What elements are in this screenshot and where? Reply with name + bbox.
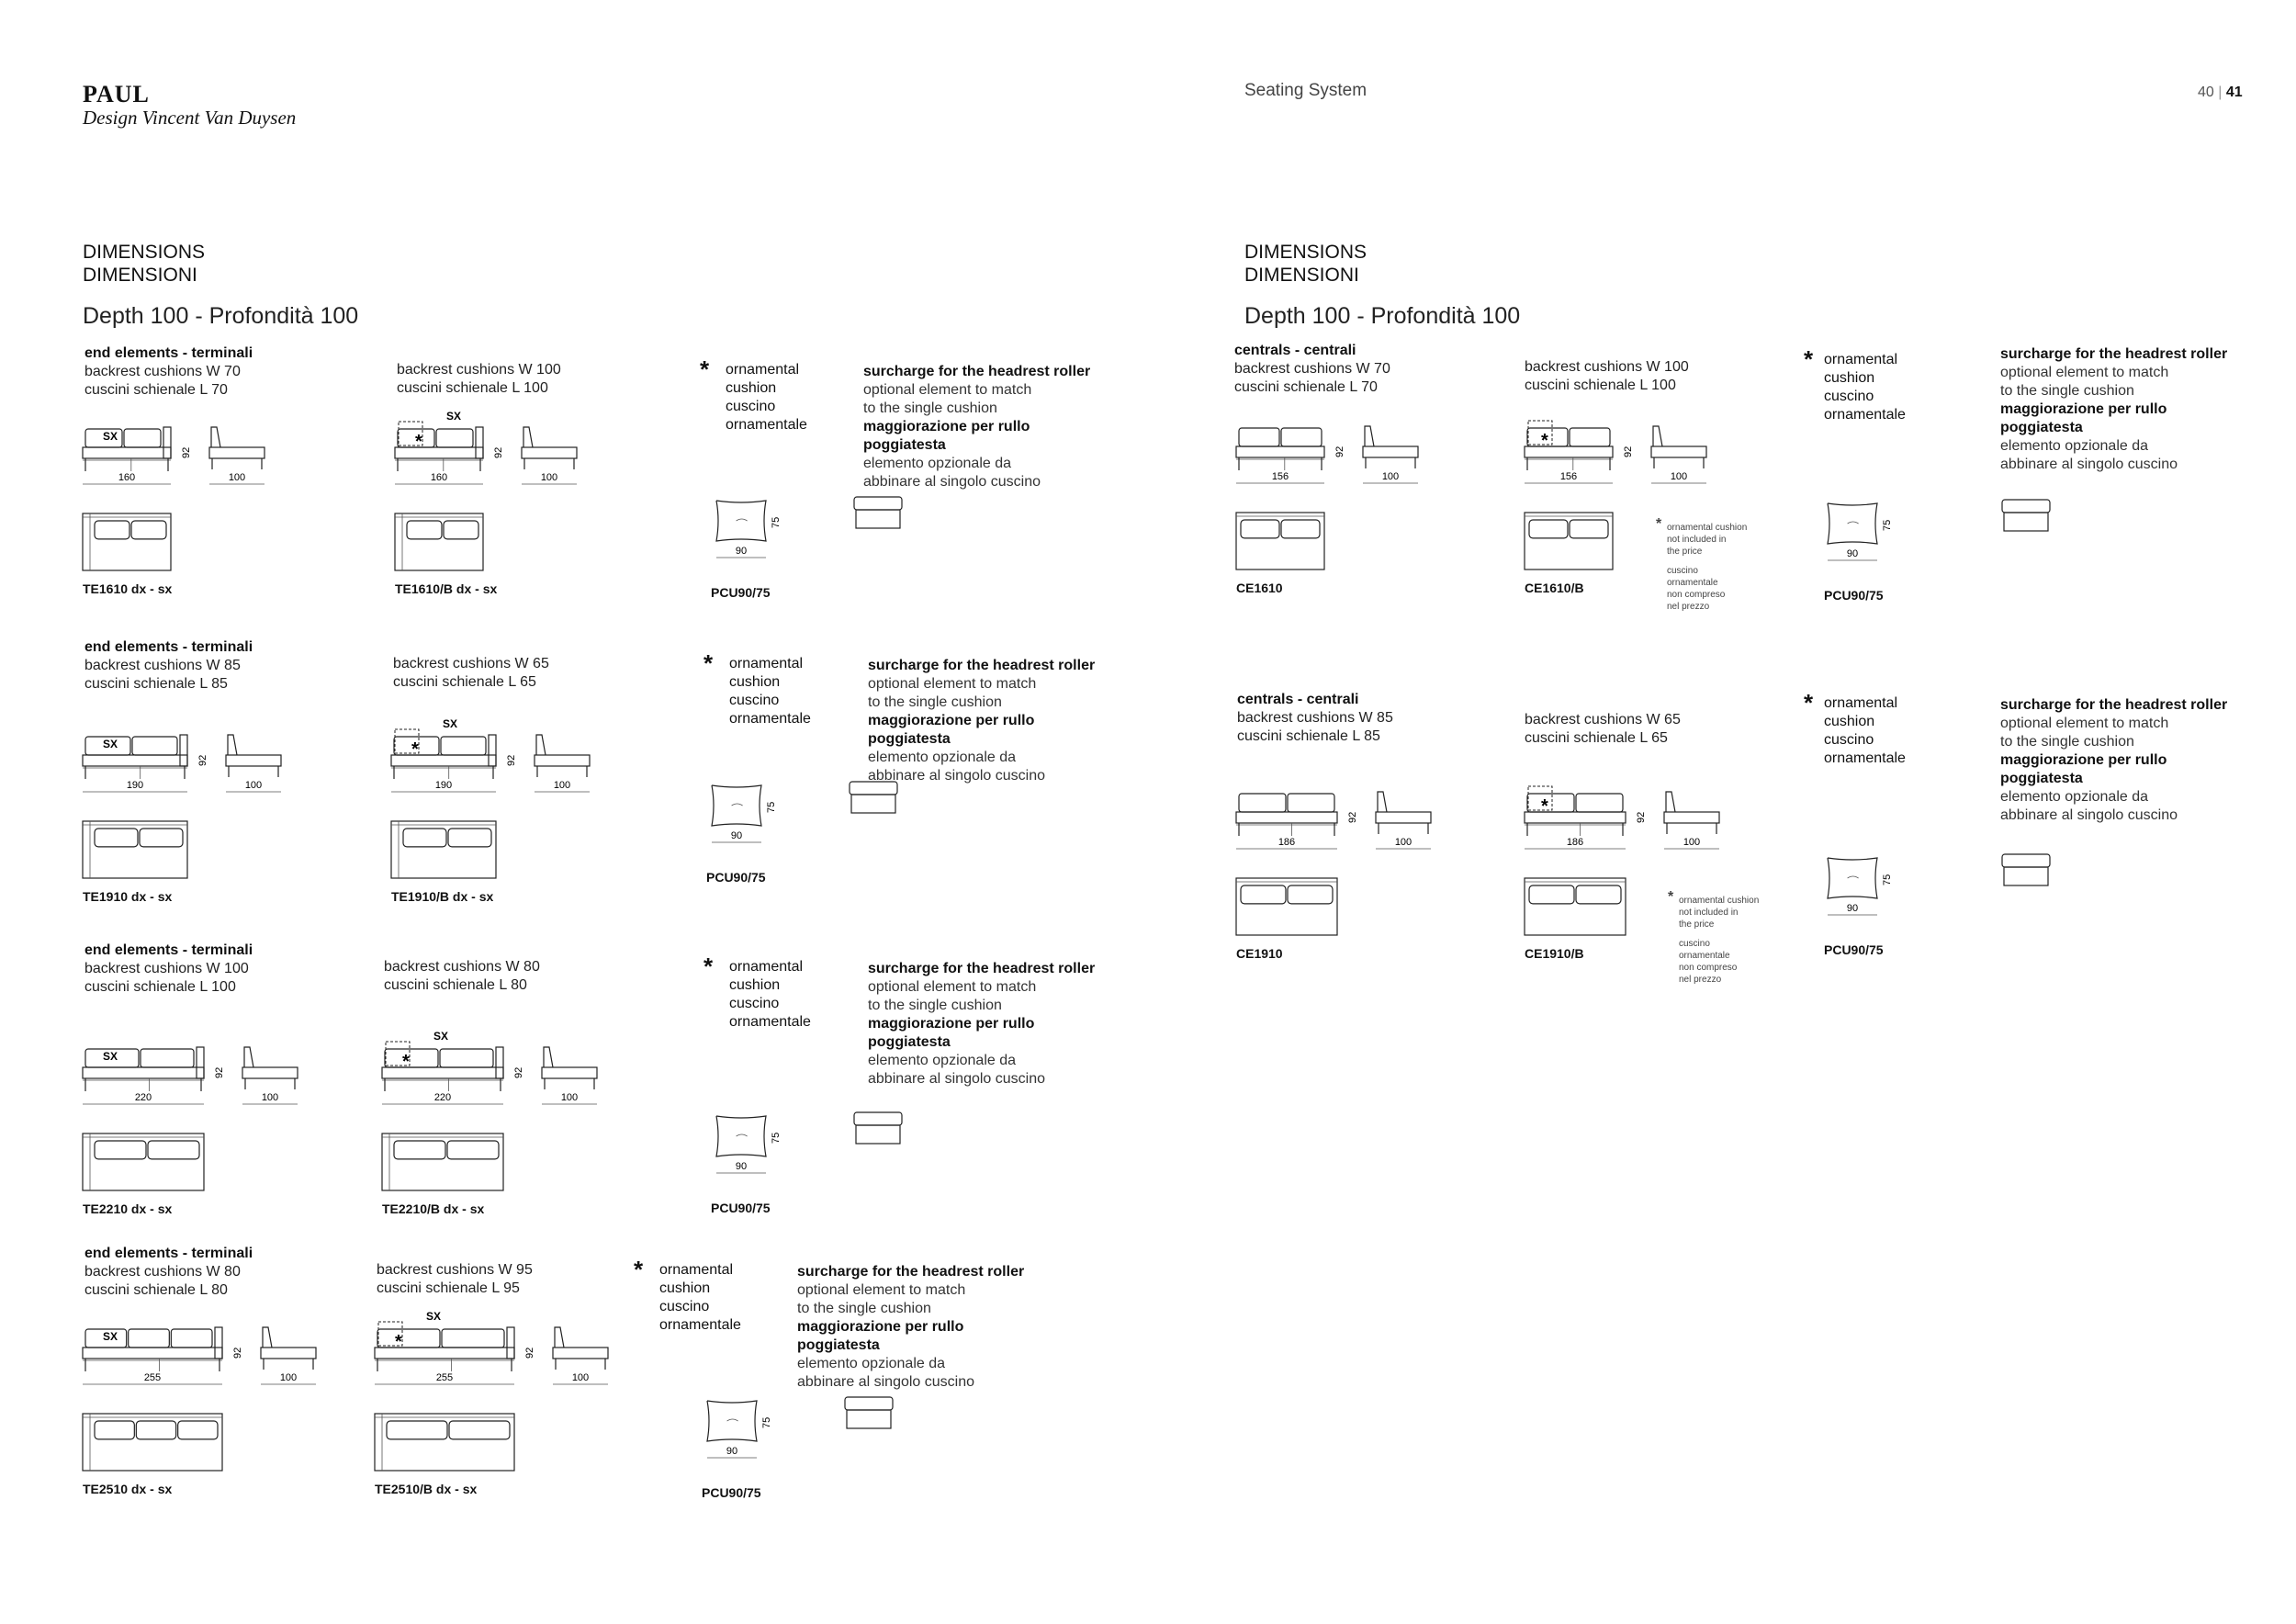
element-type: centrals - centrali xyxy=(1234,343,1356,358)
pillow-height-dimension: 75 xyxy=(771,1132,782,1144)
surcharge-line: optional element to match xyxy=(863,382,1032,398)
surcharge-line: to the single cushion xyxy=(868,694,1002,710)
backrest-it: cuscini schienale L 80 xyxy=(384,977,527,993)
sofa-side-view xyxy=(226,735,281,777)
ornamental-cushion-drawing xyxy=(1828,858,1877,898)
sofa-plan-view xyxy=(83,513,171,570)
pillow-width-dimension: 90 xyxy=(735,1161,748,1172)
model-code: TE2510 dx - sx xyxy=(83,1482,173,1496)
backrest-it: cuscini schienale L 85 xyxy=(1237,728,1380,744)
sofa-plan-view xyxy=(391,821,496,878)
asterisk-icon: * xyxy=(1541,796,1548,817)
height-dimension: 92 xyxy=(1636,811,1647,823)
note-line: not included in xyxy=(1667,535,1727,545)
depth-dimension: 100 xyxy=(1683,837,1701,848)
ornamental-text xyxy=(1824,694,1906,768)
ornamental-line: cushion xyxy=(659,1280,711,1296)
model-code: TE2210/B dx - sx xyxy=(382,1201,485,1216)
sofa-front-view xyxy=(1236,794,1337,836)
surcharge-line: maggiorazione per rullo xyxy=(2000,401,2167,417)
sofa-plan-view xyxy=(83,1133,204,1190)
sofa-front-view xyxy=(1525,786,1626,836)
ornamental-cushion-label xyxy=(1804,689,1906,768)
sofa-side-view xyxy=(1651,426,1706,468)
asterisk-icon: * xyxy=(634,1256,644,1283)
surcharge-line: maggiorazione per rullo xyxy=(868,713,1035,728)
backrest-en: backrest cushions W 95 xyxy=(377,1262,533,1278)
sx-label: SX xyxy=(433,1030,449,1043)
width-dimension: 160 xyxy=(430,472,448,483)
note-line: non compreso xyxy=(1667,590,1726,600)
depth-dimension: 100 xyxy=(560,1092,579,1103)
ornamental-line: ornamental xyxy=(729,959,804,975)
backrest-en: backrest cushions W 80 xyxy=(384,959,540,975)
height-dimension: 92 xyxy=(513,1066,524,1078)
ornamental-text xyxy=(726,361,807,434)
sx-label: SX xyxy=(103,1330,118,1343)
sofa-front-view xyxy=(83,427,171,471)
sofa-plan-view xyxy=(83,1414,222,1471)
sofa-front-view xyxy=(1525,421,1613,470)
surcharge-line: surcharge for the headrest roller xyxy=(2000,346,2228,362)
element-type: end elements - terminali xyxy=(84,942,253,958)
page-right: 41 xyxy=(2225,85,2243,100)
model-code: TE1610 dx - sx xyxy=(83,581,173,596)
ornamental-line: ornamentale xyxy=(659,1317,741,1333)
sofa-plan-view xyxy=(375,1414,514,1471)
headrest-roller-drawing xyxy=(854,1112,902,1144)
surcharge-line: optional element to match xyxy=(868,979,1037,995)
height-dimension: 92 xyxy=(181,446,192,458)
pillow-width-dimension: 90 xyxy=(730,830,743,841)
backrest-en: backrest cushions W 65 xyxy=(393,656,549,671)
asterisk-icon: * xyxy=(1804,345,1814,373)
asterisk-icon: * xyxy=(1804,689,1814,716)
price-note xyxy=(1668,889,1760,986)
ornamental-text xyxy=(729,958,811,1032)
ornamental-cushion-label xyxy=(703,953,811,1032)
sofa-side-view xyxy=(542,1047,597,1089)
ornamental-line: cuscino xyxy=(726,399,776,414)
model-code: CE1610/B xyxy=(1525,581,1584,595)
width-dimension: 186 xyxy=(1566,837,1584,848)
ornamental-line: ornamental xyxy=(729,656,804,671)
asterisk-icon: * xyxy=(415,432,422,452)
backrest-it: cuscini schienale L 100 xyxy=(1525,378,1676,393)
ornamental-cushion-drawing xyxy=(712,785,761,826)
model-code: CE1910 xyxy=(1236,946,1283,961)
asterisk-icon: * xyxy=(402,1052,410,1072)
ornamental-line: cushion xyxy=(729,977,781,993)
sofa-plan-view xyxy=(83,821,187,878)
sx-label: SX xyxy=(446,410,462,423)
surcharge-note xyxy=(868,657,1095,785)
surcharge-line: optional element to match xyxy=(797,1282,966,1298)
sofa-front-view xyxy=(391,729,496,779)
note-line: cuscino xyxy=(1679,939,1710,949)
surcharge-line: optional element to match xyxy=(868,676,1037,692)
height-dimension: 92 xyxy=(1334,445,1345,457)
title-it: DIMENSIONI xyxy=(83,265,197,286)
surcharge-line: poggiatesta xyxy=(868,1034,951,1050)
sofa-side-view xyxy=(553,1327,608,1370)
headrest-roller-drawing xyxy=(850,782,897,813)
sx-label: SX xyxy=(103,738,118,750)
sofa-side-view xyxy=(535,735,590,777)
ornamental-line: cushion xyxy=(1824,714,1875,729)
surcharge-line: poggiatesta xyxy=(863,437,946,453)
note-line: ornamentale xyxy=(1679,951,1730,961)
title-it: DIMENSIONI xyxy=(1244,265,1359,286)
surcharge-note xyxy=(2000,696,2227,825)
surcharge-line: maggiorazione per rullo xyxy=(868,1016,1035,1032)
surcharge-line: to the single cushion xyxy=(868,998,1002,1013)
sofa-plan-view xyxy=(395,513,483,570)
surcharge-line: maggiorazione per rullo xyxy=(797,1319,964,1335)
surcharge-line: surcharge for the headrest roller xyxy=(868,961,1096,976)
note-line: nel prezzo xyxy=(1679,975,1722,985)
ornamental-cushion-label xyxy=(634,1256,741,1335)
pillow-height-dimension: 75 xyxy=(771,516,782,528)
pillow-width-dimension: 90 xyxy=(726,1446,738,1457)
headrest-roller-drawing xyxy=(2002,500,2050,531)
model-code: PCU90/75 xyxy=(1824,942,1884,957)
sx-label: SX xyxy=(426,1310,442,1323)
ornamental-text xyxy=(1824,351,1906,424)
surcharge-line: abbinare al singolo cuscino xyxy=(2000,807,2178,823)
depth-dimension: 100 xyxy=(571,1372,590,1383)
surcharge-line: elemento opzionale da xyxy=(797,1356,946,1371)
height-dimension: 92 xyxy=(524,1347,535,1359)
surcharge-line: abbinare al singolo cuscino xyxy=(868,1071,1046,1087)
ornamental-line: ornamentale xyxy=(729,1014,811,1030)
right-section-title xyxy=(1244,241,1367,287)
model-code: TE1910 dx - sx xyxy=(83,889,173,904)
model-code: CE1610 xyxy=(1236,581,1283,595)
note-line: ornamentale xyxy=(1667,578,1718,588)
sofa-side-view xyxy=(1376,792,1431,834)
surcharge-line: abbinare al singolo cuscino xyxy=(868,768,1046,784)
surcharge-line: abbinare al singolo cuscino xyxy=(2000,457,2178,472)
model-code: CE1910/B xyxy=(1525,946,1584,961)
height-dimension: 92 xyxy=(493,446,504,458)
designer-subtitle: Design Vincent Van Duysen xyxy=(83,107,297,129)
asterisk-icon: * xyxy=(395,1332,402,1352)
asterisk-icon: * xyxy=(700,355,710,383)
surcharge-line: optional element to match xyxy=(2000,365,2169,380)
pillow-width-dimension: 90 xyxy=(735,546,748,557)
surcharge-line: elemento opzionale da xyxy=(868,750,1017,765)
width-dimension: 186 xyxy=(1277,837,1296,848)
surcharge-line: surcharge for the headrest roller xyxy=(863,364,1091,379)
model-code: TE2510/B dx - sx xyxy=(375,1482,478,1496)
surcharge-line: to the single cushion xyxy=(2000,383,2134,399)
sofa-front-view xyxy=(1236,428,1324,470)
backrest-en: backrest cushions W 85 xyxy=(84,658,241,673)
ornamental-line: ornamental xyxy=(1824,352,1898,367)
sofa-side-view xyxy=(1664,792,1719,834)
depth-dimension: 100 xyxy=(279,1372,298,1383)
backrest-en: backrest cushions W 70 xyxy=(1234,361,1390,377)
headrest-roller-drawing xyxy=(2002,854,2050,885)
surcharge-note xyxy=(863,363,1090,491)
ornamental-line: cushion xyxy=(726,380,777,396)
ornamental-line: ornamentale xyxy=(1824,750,1906,766)
sx-label: SX xyxy=(443,717,458,730)
sofa-front-view xyxy=(382,1042,503,1091)
backrest-it: cuscini schienale L 65 xyxy=(393,674,536,690)
surcharge-line: to the single cushion xyxy=(863,400,997,416)
model-code: PCU90/75 xyxy=(711,585,771,600)
page-left: 40 xyxy=(2198,85,2214,100)
width-dimension: 255 xyxy=(435,1372,454,1383)
ornamental-line: ornamentale xyxy=(729,711,811,727)
sofa-side-view xyxy=(242,1047,298,1089)
backrest-it: cuscini schienale L 95 xyxy=(377,1280,520,1296)
surcharge-line: elemento opzionale da xyxy=(863,456,1012,471)
model-code: PCU90/75 xyxy=(702,1485,761,1500)
note-line: the price xyxy=(1667,547,1703,557)
ornamental-cushion-label xyxy=(703,649,811,728)
pillow-height-dimension: 75 xyxy=(766,801,777,813)
element-type: end elements - terminali xyxy=(84,1246,253,1261)
ornamental-text xyxy=(659,1261,741,1335)
depth-dimension: 100 xyxy=(1394,837,1412,848)
surcharge-line: surcharge for the headrest roller xyxy=(868,658,1096,673)
backrest-en: backrest cushions W 85 xyxy=(1237,710,1393,726)
backrest-it: cuscini schienale L 100 xyxy=(397,380,548,396)
model-code: TE2210 dx - sx xyxy=(83,1201,173,1216)
height-dimension: 92 xyxy=(232,1347,243,1359)
depth-dimension: 100 xyxy=(553,780,571,791)
right-depth-heading: Depth 100 - Profondità 100 xyxy=(1244,303,1521,329)
pillow-width-dimension: 90 xyxy=(1846,548,1859,559)
sofa-side-view xyxy=(209,427,264,469)
ornamental-line: ornamental xyxy=(659,1262,734,1278)
backrest-en: backrest cushions W 80 xyxy=(84,1264,241,1280)
surcharge-line: to the single cushion xyxy=(2000,734,2134,750)
surcharge-line: elemento opzionale da xyxy=(868,1053,1017,1068)
width-dimension: 190 xyxy=(434,780,453,791)
asterisk-icon: * xyxy=(1668,889,1674,905)
element-type: centrals - centrali xyxy=(1237,692,1359,707)
left-section-title xyxy=(83,241,205,287)
asterisk-icon: * xyxy=(411,739,419,760)
surcharge-note xyxy=(797,1263,1024,1392)
width-dimension: 190 xyxy=(126,780,144,791)
pillow-height-dimension: 75 xyxy=(1882,519,1893,531)
note-gap xyxy=(1667,558,1747,565)
pillow-width-dimension: 90 xyxy=(1846,903,1859,914)
sofa-side-view xyxy=(522,427,577,469)
ornamental-line: cuscino xyxy=(1824,389,1874,404)
surcharge-line: poggiatesta xyxy=(868,731,951,747)
ornamental-cushion-drawing xyxy=(716,501,766,541)
sofa-front-view xyxy=(83,735,187,779)
sx-label: SX xyxy=(103,1050,118,1063)
height-dimension: 92 xyxy=(214,1066,225,1078)
asterisk-icon: * xyxy=(1541,431,1548,451)
sofa-plan-view xyxy=(1236,878,1337,935)
left-depth-heading: Depth 100 - Profondità 100 xyxy=(83,303,359,329)
surcharge-line: to the single cushion xyxy=(797,1301,931,1316)
sofa-front-view xyxy=(83,1047,204,1091)
depth-dimension: 100 xyxy=(228,472,246,483)
headrest-roller-drawing xyxy=(845,1397,893,1428)
ornamental-cushion-label xyxy=(700,355,807,434)
surcharge-note xyxy=(868,960,1095,1088)
ornamental-line: cushion xyxy=(729,674,781,690)
backrest-en: backrest cushions W 100 xyxy=(1525,359,1689,375)
backrest-en: backrest cushions W 100 xyxy=(84,961,249,976)
note-line: not included in xyxy=(1679,908,1739,918)
note-line: non compreso xyxy=(1679,963,1738,973)
height-dimension: 92 xyxy=(506,754,517,766)
ornamental-cushion-drawing xyxy=(707,1401,757,1441)
ornamental-line: cuscino xyxy=(659,1299,710,1314)
backrest-it: cuscini schienale L 100 xyxy=(84,979,236,995)
surcharge-line: surcharge for the headrest roller xyxy=(797,1264,1025,1280)
title-en: DIMENSIONS xyxy=(83,242,206,263)
surcharge-line: elemento opzionale da xyxy=(2000,789,2149,805)
ornamental-text xyxy=(729,655,811,728)
note-gap xyxy=(1679,930,1759,938)
surcharge-line: abbinare al singolo cuscino xyxy=(863,474,1041,490)
backrest-en: backrest cushions W 65 xyxy=(1525,712,1681,727)
backrest-it: cuscini schienale L 70 xyxy=(84,382,228,398)
width-dimension: 255 xyxy=(143,1372,162,1383)
backrest-it: cuscini schienale L 80 xyxy=(84,1282,228,1298)
sofa-plan-view xyxy=(1236,513,1324,570)
ornamental-line: cushion xyxy=(1824,370,1875,386)
sofa-plan-view xyxy=(1525,878,1626,935)
ornamental-line: ornamentale xyxy=(1824,407,1906,423)
height-dimension: 92 xyxy=(1347,811,1358,823)
price-note xyxy=(1656,516,1748,613)
model-code: PCU90/75 xyxy=(1824,588,1884,603)
surcharge-line: poggiatesta xyxy=(2000,771,2083,786)
ornamental-line: cuscino xyxy=(1824,732,1874,748)
note-line: ornamental cushion xyxy=(1667,523,1748,533)
model-code: TE1910/B dx - sx xyxy=(391,889,494,904)
backrest-it: cuscini schienale L 70 xyxy=(1234,379,1378,395)
width-dimension: 220 xyxy=(433,1092,452,1103)
ornamental-cushion-label xyxy=(1804,345,1906,424)
sofa-plan-view xyxy=(382,1133,503,1190)
surcharge-line: poggiatesta xyxy=(797,1337,880,1353)
model-code: TE1610/B dx - sx xyxy=(395,581,498,596)
sofa-front-view xyxy=(395,422,483,471)
surcharge-line: maggiorazione per rullo xyxy=(2000,752,2167,768)
headrest-roller-drawing xyxy=(854,497,902,528)
ornamental-line: ornamental xyxy=(1824,695,1898,711)
surcharge-line: optional element to match xyxy=(2000,716,2169,731)
surcharge-line: abbinare al singolo cuscino xyxy=(797,1374,975,1390)
ornamental-line: ornamentale xyxy=(726,417,807,433)
model-code: PCU90/75 xyxy=(711,1201,771,1215)
asterisk-icon: * xyxy=(703,649,714,677)
depth-dimension: 100 xyxy=(244,780,263,791)
sofa-plan-view xyxy=(1525,513,1613,570)
width-dimension: 220 xyxy=(134,1092,152,1103)
note-line: cuscino xyxy=(1667,566,1698,576)
asterisk-icon: * xyxy=(1656,516,1662,532)
width-dimension: 160 xyxy=(118,472,136,483)
backrest-it: cuscini schienale L 65 xyxy=(1525,730,1668,746)
height-dimension: 92 xyxy=(1623,445,1634,457)
section-header: Seating System xyxy=(1244,81,1367,100)
element-type: end elements - terminali xyxy=(84,639,253,655)
ornamental-line: cuscino xyxy=(729,996,780,1011)
sofa-side-view xyxy=(261,1327,316,1370)
surcharge-note xyxy=(2000,345,2227,474)
ornamental-line: ornamental xyxy=(726,362,800,378)
title-en: DIMENSIONS xyxy=(1244,242,1367,263)
width-dimension: 156 xyxy=(1559,471,1578,482)
note-line: ornamental cushion xyxy=(1679,896,1760,906)
depth-dimension: 100 xyxy=(1381,471,1400,482)
surcharge-line: surcharge for the headrest roller xyxy=(2000,697,2228,713)
depth-dimension: 100 xyxy=(1670,471,1688,482)
backrest-en: backrest cushions W 100 xyxy=(397,362,561,378)
note-line: the price xyxy=(1679,919,1715,930)
surcharge-line: maggiorazione per rullo xyxy=(863,419,1030,434)
sx-label: SX xyxy=(103,430,118,443)
surcharge-line: elemento opzionale da xyxy=(2000,438,2149,454)
height-dimension: 92 xyxy=(197,754,208,766)
backrest-en: backrest cushions W 70 xyxy=(84,364,241,379)
surcharge-line: poggiatesta xyxy=(2000,420,2083,435)
ornamental-cushion-drawing xyxy=(716,1116,766,1156)
backrest-it: cuscini schienale L 85 xyxy=(84,676,228,692)
depth-dimension: 100 xyxy=(261,1092,279,1103)
model-code: PCU90/75 xyxy=(706,870,766,885)
ornamental-cushion-drawing xyxy=(1828,503,1877,544)
sofa-side-view xyxy=(1363,426,1418,468)
page-numbers: 40 | 41 xyxy=(2198,85,2243,100)
ornamental-line: cuscino xyxy=(729,693,780,708)
pillow-height-dimension: 75 xyxy=(1882,874,1893,885)
pillow-height-dimension: 75 xyxy=(761,1416,772,1428)
asterisk-icon: * xyxy=(703,953,714,980)
note-line: nel prezzo xyxy=(1667,602,1710,612)
depth-dimension: 100 xyxy=(540,472,558,483)
width-dimension: 156 xyxy=(1271,471,1289,482)
element-type: end elements - terminali xyxy=(84,345,253,361)
brand-title: PAUL xyxy=(83,81,150,107)
